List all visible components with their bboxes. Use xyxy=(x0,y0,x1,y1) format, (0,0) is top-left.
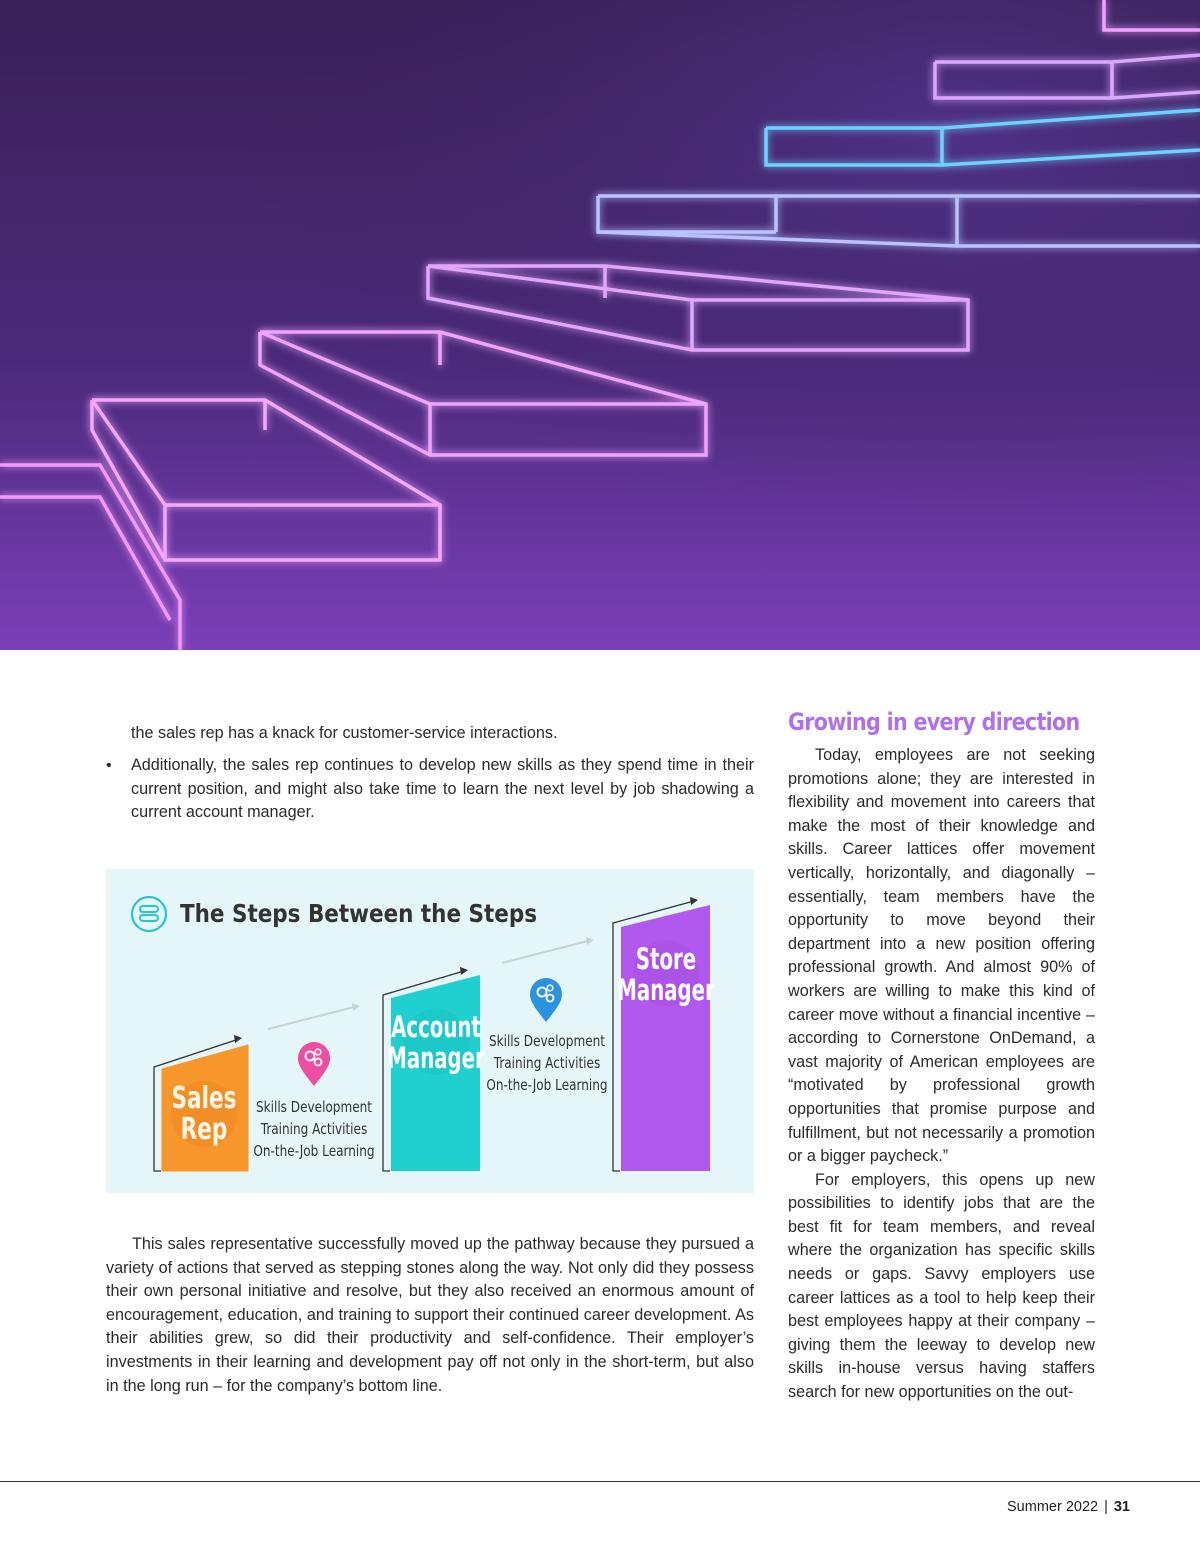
activity-item: On-the-Job Learning xyxy=(253,1142,375,1161)
body-paragraph: This sales representative successfully moved up the pathway because they pursued a variety of actions that served as stepping stones along the way. Not only did they possess their own personal initiative and resolve, but they also received an enormous amount of encouragement, education, and training to support their continued career development. As their abilities grew, so did their productivity and self-confidence. Their employer’s investments in their learning and development pay off not only in the short-term, but also in the long run – for the company’s bottom line. xyxy=(106,1235,754,1395)
step-label-line1: Store xyxy=(635,942,697,977)
gear-pin-icon xyxy=(298,1042,330,1086)
page-footer xyxy=(1007,1499,1130,1515)
footer-separator: | xyxy=(1104,1499,1108,1515)
page-number: 31 xyxy=(1113,1499,1130,1515)
bullet-text: Additionally, the sales rep continues to develop new skills as they spend time in their current position, and might also take time to learn the next level by job shadowing a current account manager. xyxy=(131,756,754,822)
bullet-continuation-text: the sales rep has a knack for customer-service interactions. xyxy=(131,724,558,742)
step-account-manager xyxy=(383,967,485,1171)
step-label-line1: Account xyxy=(391,1010,481,1045)
step-sales-rep xyxy=(154,1035,248,1171)
activity-item: Training Activities xyxy=(260,1120,368,1139)
right-column xyxy=(788,708,1095,1405)
gear-pin-icon xyxy=(530,978,562,1022)
step-label-line2: Rep xyxy=(180,1112,228,1148)
activity-item: Training Activities xyxy=(493,1054,601,1073)
activity-item: On-the-Job Learning xyxy=(486,1076,608,1095)
infographic-title: The Steps Between the Steps xyxy=(180,899,538,929)
step-label-line1: Sales xyxy=(171,1081,237,1117)
activity-item: Skills Development xyxy=(488,1032,606,1051)
step-label-line2: Manager xyxy=(387,1041,485,1076)
section-heading: Growing in every direction xyxy=(788,708,1080,736)
issue-label: Summer 2022 xyxy=(1007,1499,1099,1515)
step-label-line2: Manager xyxy=(617,973,715,1008)
right-paragraph-2: For employers, this opens up new possibilities to identify jobs that are the best fit for team members, and reveal where the organization has specific skills needs or gaps. Savvy employers use career lattices as a tool to help keep their best employees happy at their company – giving them the leeway to develop new skills in-house versus having staffers search for new opportunities on the out- xyxy=(788,1170,1095,1402)
progress-arrow xyxy=(268,1003,360,1029)
hero-neon-stairs-image xyxy=(0,0,1200,650)
progress-arrow xyxy=(502,937,594,963)
activity-group xyxy=(253,1042,374,1160)
bullet-marker: • xyxy=(106,757,112,774)
stack-icon xyxy=(132,897,166,931)
steps-infographic xyxy=(106,869,754,1193)
activity-group xyxy=(486,978,607,1094)
bullet-item xyxy=(106,754,754,825)
right-paragraph-1: Today, employees are not seeking promotions alone; they are interested in flexibility and movement into careers that make the most of their knowledge and skills. Career lattices offer movement vertically, horizontally, and diagonally – essentially, team members have the opportunity to move beyond their department into a new position offering professional growth. And almost 90% of workers are willing to make this kind of career move without a financial incentive – according to Cornerstone OnDemand, a vast majority of American employees are “motivated by professional growth opportunities that promise purpose and fulfillment, but not necessarily a promotion or a bigger paycheck.” xyxy=(788,746,1095,1166)
activity-item: Skills Development xyxy=(255,1098,373,1117)
step-store-manager xyxy=(613,897,715,1171)
footer-divider xyxy=(0,1481,1200,1482)
